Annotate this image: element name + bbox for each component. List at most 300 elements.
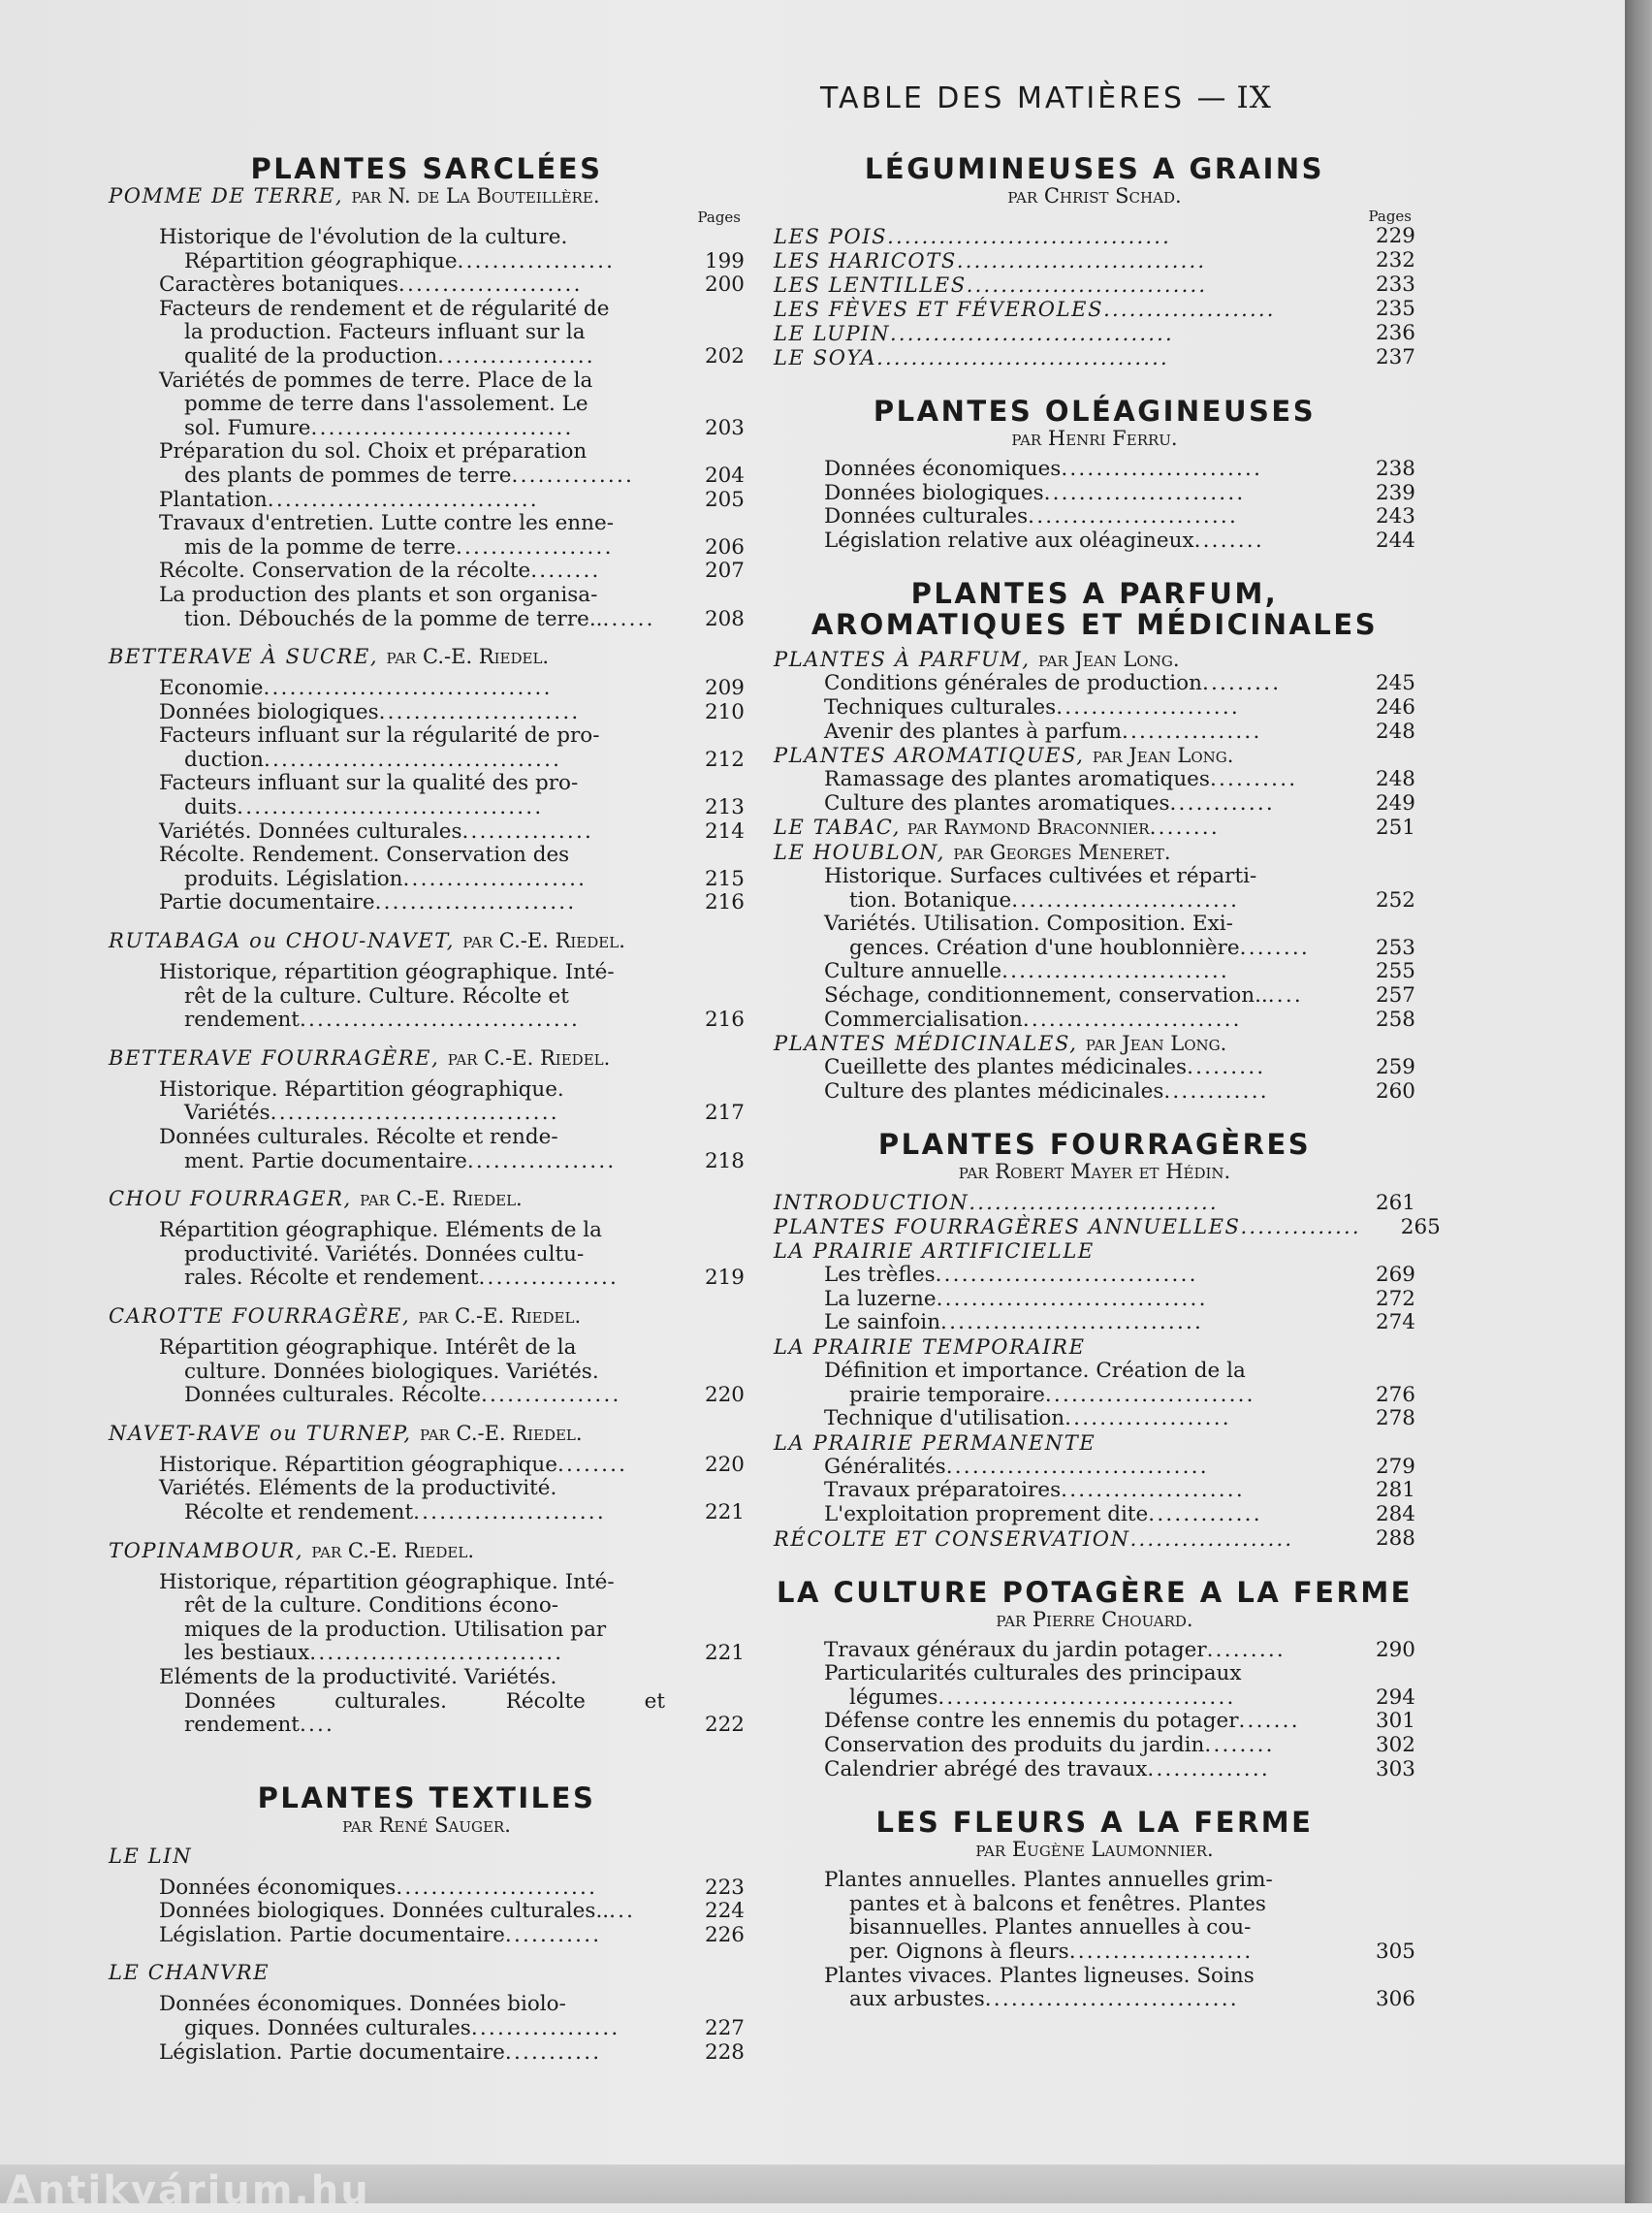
page-number: 207	[704, 559, 745, 584]
page-number: 245	[1375, 671, 1415, 696]
entry-text	[774, 273, 1336, 298]
toc-entry[interactable]	[159, 891, 745, 915]
toc-entry[interactable]	[159, 369, 745, 441]
page-number: 229	[1375, 224, 1415, 249]
leader-dots: .............................	[984, 1987, 1239, 2012]
entry-line: Législation. Partie documentaire	[159, 2039, 505, 2065]
entry-line: Facteurs influant sur la qualité des pro-	[159, 771, 579, 796]
entry-text	[774, 322, 1336, 346]
page-number: 274	[1375, 1310, 1415, 1335]
leader-dots: .............................	[969, 1191, 1219, 1215]
entry-line: RÉCOLTE ET CONSERVATION	[774, 1526, 1130, 1551]
toc-entry[interactable]	[824, 1360, 1415, 1407]
page-edge	[1625, 0, 1652, 2203]
entry-text	[159, 1993, 665, 2040]
entry-line: Partie documentaire	[159, 890, 375, 915]
page-number: 284	[1375, 1502, 1415, 1527]
toc-entry[interactable]	[774, 298, 1415, 322]
toc-list	[774, 225, 1415, 370]
entry-line: les bestiaux	[184, 1641, 310, 1666]
folio: IX	[1236, 80, 1272, 115]
subsection-title: LA PRAIRIE ARTIFICIELLE	[774, 1239, 1095, 1264]
leader-dots: ....................	[1103, 298, 1276, 321]
page-number: 233	[1375, 273, 1415, 298]
leader-dots: ...	[609, 1899, 636, 1924]
entry-line: Historique de l'évolution de la culture.	[159, 225, 568, 249]
entry-line: rales. Récolte et rendement	[184, 1266, 479, 1291]
entry-line: Historique. Répartition géographique.	[159, 1076, 564, 1102]
toc-entry[interactable]	[159, 1336, 745, 1408]
toc-entry[interactable]	[159, 489, 745, 513]
toc-entry[interactable]	[824, 913, 1415, 960]
page-number: 213	[704, 795, 745, 820]
toc-entry[interactable]	[824, 1758, 1415, 1782]
leader-dots: ..............................	[945, 1454, 1209, 1479]
toc-entry[interactable]	[774, 1214, 1441, 1239]
entry-line: Données biologiques	[824, 480, 1044, 505]
toc-entry[interactable]	[824, 505, 1415, 529]
page-number: 217	[704, 1101, 745, 1126]
toc-entry[interactable]	[774, 273, 1415, 298]
entry-text	[159, 440, 665, 488]
entry-line: Séchage, conditionnement, conservation..	[824, 982, 1268, 1008]
entry-line: pomme de terre dans l'assolement. Le	[184, 392, 588, 417]
entry-line: tion. Débouchés de la pomme de terre..	[184, 606, 603, 631]
toc-entry[interactable]	[824, 1734, 1415, 1758]
toc-entry[interactable]	[824, 1503, 1415, 1527]
entry-text	[774, 249, 1336, 273]
toc-list	[109, 1993, 745, 2065]
leader-dots: .................	[466, 1148, 617, 1173]
page-number: 246	[1375, 694, 1415, 720]
toc-entry[interactable]	[159, 440, 745, 488]
toc-entry[interactable]	[159, 1454, 745, 1478]
entry-text	[824, 1479, 1336, 1503]
toc-list	[109, 1454, 745, 1525]
leader-dots: .........	[1201, 671, 1282, 696]
toc-entry[interactable]	[774, 249, 1415, 273]
toc-list	[774, 865, 1415, 1032]
entry-line: Données économiques	[824, 457, 1062, 481]
toc-entry[interactable]	[774, 225, 1415, 249]
entry-text	[824, 696, 1336, 721]
subsection-title: LE CHANVRE	[109, 1961, 270, 1985]
page-number: 220	[704, 1452, 745, 1477]
page-number: 216	[704, 1008, 745, 1033]
toc-list	[109, 1078, 745, 1173]
toc-entry[interactable]	[159, 701, 745, 725]
leader-dots: .......	[1238, 1709, 1300, 1734]
leader-dots: ........	[1193, 528, 1264, 553]
toc-entry[interactable]	[774, 346, 1415, 370]
entry-text	[824, 1710, 1336, 1734]
toc-entry[interactable]	[159, 1900, 745, 1924]
leader-dots: ..................	[457, 248, 616, 273]
entry-line: Culture annuelle	[824, 959, 1002, 984]
entry-text	[824, 1734, 1336, 1758]
subsection-title: LE HOUBLON, par Georges Meneret.	[774, 840, 1171, 864]
toc-entry[interactable]	[824, 458, 1415, 482]
entry-line: des plants de pommes de terre	[184, 463, 512, 488]
subsection-title: POMME DE TERRE, par N. de La Bouteillère.	[109, 184, 600, 208]
entry-text	[159, 891, 665, 915]
toc-entry[interactable]	[159, 1876, 745, 1901]
entry-line: Récolte. Conservation de la récolte	[159, 559, 531, 584]
toc-list	[774, 1456, 1415, 1527]
toc-entry[interactable]	[824, 1288, 1415, 1312]
entry-line: LE SOYA	[774, 346, 877, 369]
leader-dots: ..................................	[937, 1684, 1236, 1710]
entry-text	[824, 529, 1336, 554]
toc-entry[interactable]	[159, 226, 745, 273]
subsection-title: LE LIN	[109, 1844, 193, 1868]
entry-line: L'exploitation proprement dite	[824, 1502, 1149, 1527]
entry-line: gences. Création d'une houblonnière	[849, 935, 1240, 960]
page-number: 208	[704, 606, 745, 631]
toc-single	[774, 1527, 1415, 1552]
entry-line: Répartition géographique. Intérêt de la	[159, 1334, 577, 1360]
toc-entry[interactable]	[774, 1191, 1415, 1215]
toc-single	[774, 1191, 1415, 1215]
subsection-title: TOPINAMBOUR, par C.-E. Riedel.	[109, 1538, 474, 1562]
toc-entry[interactable]	[159, 512, 745, 560]
entry-line: Culture des plantes médicinales	[824, 1078, 1164, 1104]
entry-text	[159, 1454, 665, 1478]
entry-line: Le sainfoin	[824, 1310, 941, 1335]
leader-dots: ..................	[437, 343, 595, 369]
entry-line: culture. Données biologiques. Variétés.	[184, 1359, 599, 1384]
entry-line: rendement	[184, 1008, 300, 1033]
entry-line: Données culturales. Récolte et rendement	[184, 1688, 665, 1738]
toc-entry[interactable]	[824, 1662, 1415, 1710]
entry-text	[824, 482, 1336, 506]
entry-text	[774, 1191, 1336, 1215]
entry-text	[159, 677, 665, 701]
toc-entry[interactable]	[824, 1479, 1415, 1503]
leader-dots: .............................	[956, 249, 1207, 273]
leader-dots: .................................	[887, 225, 1172, 248]
leader-dots: ..............	[511, 463, 635, 488]
toc-entry[interactable]	[824, 1639, 1415, 1663]
entry-line: Plantes annuelles. Plantes annuelles grim-	[824, 1868, 1273, 1893]
toc-list	[109, 1876, 745, 1948]
section-title: PLANTES A PARFUM, AROMATIQUES ET MÉDICINALES	[810, 577, 1379, 642]
toc-entry[interactable]	[159, 1993, 745, 2040]
leader-dots: ...............................	[936, 1286, 1208, 1311]
toc-list	[109, 677, 745, 915]
toc-entry[interactable]	[824, 529, 1415, 554]
entry-line: Variétés. Utilisation. Composition. Exi-	[824, 912, 1233, 937]
leader-dots: ..........	[1209, 767, 1298, 792]
toc-entry[interactable]	[159, 1666, 745, 1738]
toc-entry[interactable]	[159, 560, 745, 584]
entry-text	[159, 844, 665, 891]
leader-dots: ...................................	[237, 795, 544, 820]
page-number: 216	[704, 890, 745, 915]
leader-dots: ...........	[504, 1922, 602, 1947]
subsection-title: CHOU FOURRAGER, par C.-E. Riedel.	[109, 1187, 523, 1211]
entry-line: la production. Facteurs influant sur la	[184, 320, 586, 345]
toc-entry[interactable]	[774, 322, 1415, 346]
toc-entry[interactable]	[159, 1126, 745, 1173]
toc-list	[774, 1056, 1415, 1104]
toc-list	[109, 1336, 745, 1408]
leader-dots: .....................	[1068, 1939, 1254, 1964]
entry-line: Récolte et rendement	[184, 1499, 414, 1524]
leader-dots: ............	[1163, 1078, 1269, 1104]
leader-dots: ................	[478, 1266, 620, 1291]
leader-dots: .....................	[397, 273, 583, 298]
toc-entry[interactable]	[824, 1456, 1415, 1480]
entry-line: bisannuelles. Plantes annuelles à cou-	[849, 1915, 1252, 1940]
toc-entry[interactable]	[159, 1571, 745, 1666]
entry-text	[159, 1078, 665, 1126]
toc-entry[interactable]	[824, 792, 1415, 817]
page-number: 219	[704, 1266, 745, 1291]
leader-dots: .........	[1187, 1055, 1266, 1080]
entry-line: Les trèfles	[824, 1263, 936, 1288]
entry-text	[774, 346, 1336, 370]
page-number: 221	[704, 1499, 745, 1524]
entry-line: Conservation des produits du jardin	[824, 1733, 1205, 1757]
entry-line: La production des plants et son organisa-	[159, 582, 598, 607]
entry-line: Données culturales	[824, 504, 1029, 529]
leader-dots: ....	[299, 1713, 335, 1738]
toc-entry[interactable]	[159, 677, 745, 701]
leader-dots: .......................	[1043, 480, 1246, 505]
entry-text	[824, 865, 1336, 913]
toc-entry[interactable]	[824, 960, 1415, 984]
toc-entry[interactable]	[824, 768, 1415, 792]
toc-list	[774, 458, 1415, 553]
toc-entry[interactable]	[824, 721, 1415, 745]
left-column	[109, 153, 745, 2065]
entry-text	[824, 1758, 1336, 1782]
section-byline: par Eugène Laumonnier.	[975, 1838, 1214, 1862]
entry-line: Répartition géographique	[184, 248, 458, 273]
toc-entry[interactable]	[159, 1219, 745, 1291]
leader-dots: ........	[1204, 1733, 1275, 1757]
page-number: 243	[1375, 504, 1415, 529]
entry-text	[824, 1080, 1336, 1105]
toc-entry[interactable]	[824, 1869, 1415, 1964]
subsection-title: PLANTES AROMATIQUES, par Jean Long.	[774, 744, 1234, 768]
page-number: 199	[704, 248, 745, 273]
entry-line: Economie	[159, 676, 264, 701]
page-number: 204	[704, 463, 745, 488]
leader-dots: .......................	[1061, 457, 1263, 481]
entry-line: Variétés	[184, 1101, 270, 1126]
toc-entry[interactable]	[824, 984, 1415, 1009]
page-number: 260	[1375, 1078, 1415, 1104]
page-number: 220	[704, 1383, 745, 1408]
entry-line: Législation. Partie documentaire	[159, 1922, 505, 1947]
entry-line: duction	[184, 747, 264, 772]
running-header	[820, 80, 1272, 115]
entry-line: Facteurs de rendement et de régularité de	[159, 296, 610, 321]
leader-dots: .............................	[309, 1641, 564, 1666]
toc-entry[interactable]	[159, 724, 745, 772]
leader-dots: .......................	[396, 1875, 598, 1900]
toc-entry[interactable]	[824, 1009, 1415, 1033]
page-number: 272	[1375, 1286, 1415, 1311]
leader-dots: .................................	[263, 676, 553, 701]
toc-entry[interactable]	[774, 1527, 1415, 1552]
entry-line: Variétés. Eléments de la productivité.	[159, 1476, 557, 1501]
leader-dots: .......................	[374, 890, 577, 915]
toc-entry[interactable]	[824, 1056, 1415, 1080]
pages-column-label: Pages	[1368, 208, 1412, 225]
entry-line: pantes et à balcons et fenêtres. Plantes	[849, 1891, 1266, 1916]
toc-entry[interactable]	[159, 2041, 745, 2066]
toc-list	[774, 1869, 1415, 2012]
entry-line: productivité. Variétés. Données cultu-	[184, 1241, 585, 1267]
toc-list	[109, 961, 745, 1033]
toc-entry[interactable]: LE TABAC, par Raymond Braconnier........ 251	[774, 816, 1415, 841]
toc-entry[interactable]	[159, 584, 745, 631]
toc-entry[interactable]	[824, 1080, 1415, 1105]
page-number: 214	[704, 818, 745, 844]
leader-dots: .....................	[1061, 1478, 1245, 1503]
entry-line: Caractères botaniques	[159, 273, 398, 298]
subsection-title: RUTABAGA ou CHOU-NAVET, par C.-E. Riedel.	[109, 929, 625, 953]
subsection-title: NAVET-RAVE ou TURNEP, par C.-E. Riedel.	[109, 1421, 583, 1445]
toc-list	[774, 672, 1415, 744]
page-number: 226	[704, 1922, 745, 1947]
toc-list	[109, 1571, 745, 1738]
page-number: 305	[1375, 1939, 1415, 1964]
entry-text	[159, 560, 665, 584]
entry-line: Définition et importance. Création de la	[824, 1359, 1246, 1384]
toc-entry[interactable]	[159, 820, 745, 845]
toc-entry[interactable]	[824, 1311, 1415, 1335]
page-number: 255	[1375, 959, 1415, 984]
section-title: PLANTES TEXTILES	[257, 1780, 596, 1814]
entry-text	[824, 505, 1336, 529]
section-byline: par Pierre Chouard.	[996, 1607, 1193, 1631]
toc-entry[interactable]	[824, 482, 1415, 506]
entry-text	[159, 1924, 665, 1948]
entry-line: Culture des plantes aromatiques	[824, 790, 1170, 816]
toc-entry[interactable]	[159, 844, 745, 891]
page-number: 200	[704, 273, 745, 298]
leader-dots: ........................	[1044, 1382, 1255, 1407]
page-number: 244	[1375, 528, 1415, 553]
toc-entry[interactable]	[824, 1965, 1415, 2012]
page-number: 258	[1375, 1007, 1415, 1032]
leader-dots: ...........	[504, 2039, 602, 2065]
leader-dots: ...............................	[267, 487, 539, 512]
entry-line: Données biologiques	[159, 699, 379, 724]
page-number: 290	[1375, 1637, 1415, 1662]
toc-entry[interactable]	[159, 1924, 745, 1948]
toc-entry[interactable]	[159, 298, 745, 369]
leader-dots: .............	[1148, 1502, 1262, 1527]
entry-text	[774, 1215, 1361, 1239]
entry-text	[824, 984, 1336, 1009]
entry-text	[159, 1900, 665, 1924]
page-number: 281	[1375, 1478, 1415, 1503]
entry-line: giques. Données culturales	[184, 2016, 471, 2041]
entry-text	[824, 1288, 1336, 1312]
entry-text	[824, 960, 1336, 984]
entry-line: produits. Législation	[184, 866, 403, 891]
leader-dots: ..............................	[940, 1310, 1204, 1335]
entry-text	[824, 1311, 1336, 1335]
entry-text	[824, 1407, 1336, 1431]
leader-dots: ........	[1239, 935, 1310, 960]
leader-dots: ..........................	[1011, 887, 1240, 913]
toc-list	[109, 226, 745, 631]
section-byline: par René Sauger.	[342, 1812, 511, 1837]
page-number: 215	[704, 866, 745, 891]
subsection-title: LA PRAIRIE TEMPORAIRE	[774, 1335, 1086, 1360]
toc-entry[interactable]	[824, 672, 1415, 696]
toc-entry[interactable]	[159, 273, 745, 298]
toc-entry[interactable]	[159, 961, 745, 1033]
toc-list	[774, 1360, 1415, 1431]
leader-dots: ................................	[299, 1008, 581, 1033]
leader-dots: ..............	[1147, 1756, 1270, 1781]
entry-line: rêt de la culture. Conditions écono-	[184, 1593, 559, 1619]
toc-entry[interactable]	[824, 696, 1415, 721]
entry-line: Travaux préparatoires	[824, 1478, 1062, 1503]
entry-text	[824, 1056, 1336, 1080]
entry-line: per. Oignons à fleurs	[849, 1939, 1069, 1964]
page-number: 212	[704, 747, 745, 772]
toc-entry[interactable]	[824, 865, 1415, 913]
page-number: 218	[704, 1148, 745, 1173]
page-number: 232	[1375, 248, 1415, 273]
page-number: 236	[1375, 321, 1415, 346]
toc-entry[interactable]	[824, 1407, 1415, 1431]
toc-entry[interactable]	[159, 1078, 745, 1126]
entry-text	[159, 961, 665, 1033]
entry-line: LES LENTILLES	[774, 273, 967, 297]
leader-dots: ..................................	[876, 346, 1169, 369]
entry-text	[159, 1477, 665, 1524]
entry-text	[774, 1527, 1336, 1552]
entry-line: Préparation du sol. Choix et préparation	[159, 439, 588, 465]
entry-text	[824, 1456, 1336, 1480]
toc-entry[interactable]	[159, 1477, 745, 1524]
leader-dots: .................................	[890, 322, 1174, 345]
toc-entry[interactable]	[824, 1264, 1415, 1288]
entry-text	[824, 458, 1336, 482]
entry-text	[824, 672, 1336, 696]
entry-line: mis de la pomme de terre	[184, 534, 456, 560]
entry-text	[159, 1336, 665, 1408]
leader-dots: ........	[556, 1452, 628, 1477]
entry-text	[159, 226, 665, 273]
entry-line: Données économiques. Données biolo-	[159, 1992, 566, 2017]
entry-text	[824, 1503, 1336, 1527]
leader-dots: ................	[480, 1383, 621, 1408]
entry-line: INTRODUCTION	[774, 1191, 969, 1215]
entry-text	[159, 2041, 665, 2066]
toc-entry[interactable]	[159, 772, 745, 819]
leader-dots: .........................	[1022, 1007, 1242, 1032]
page-number: 239	[1375, 480, 1415, 505]
entry-line: Technique d'utilisation	[824, 1406, 1065, 1431]
leader-dots: ...............	[461, 818, 594, 844]
entry-text	[159, 489, 665, 513]
page-number: 276	[1375, 1382, 1415, 1407]
page-bottom-margin	[0, 2165, 1625, 2213]
toc-entry[interactable]	[824, 1710, 1415, 1734]
leader-dots: .....................	[402, 866, 588, 891]
page-number: 221	[704, 1641, 745, 1666]
